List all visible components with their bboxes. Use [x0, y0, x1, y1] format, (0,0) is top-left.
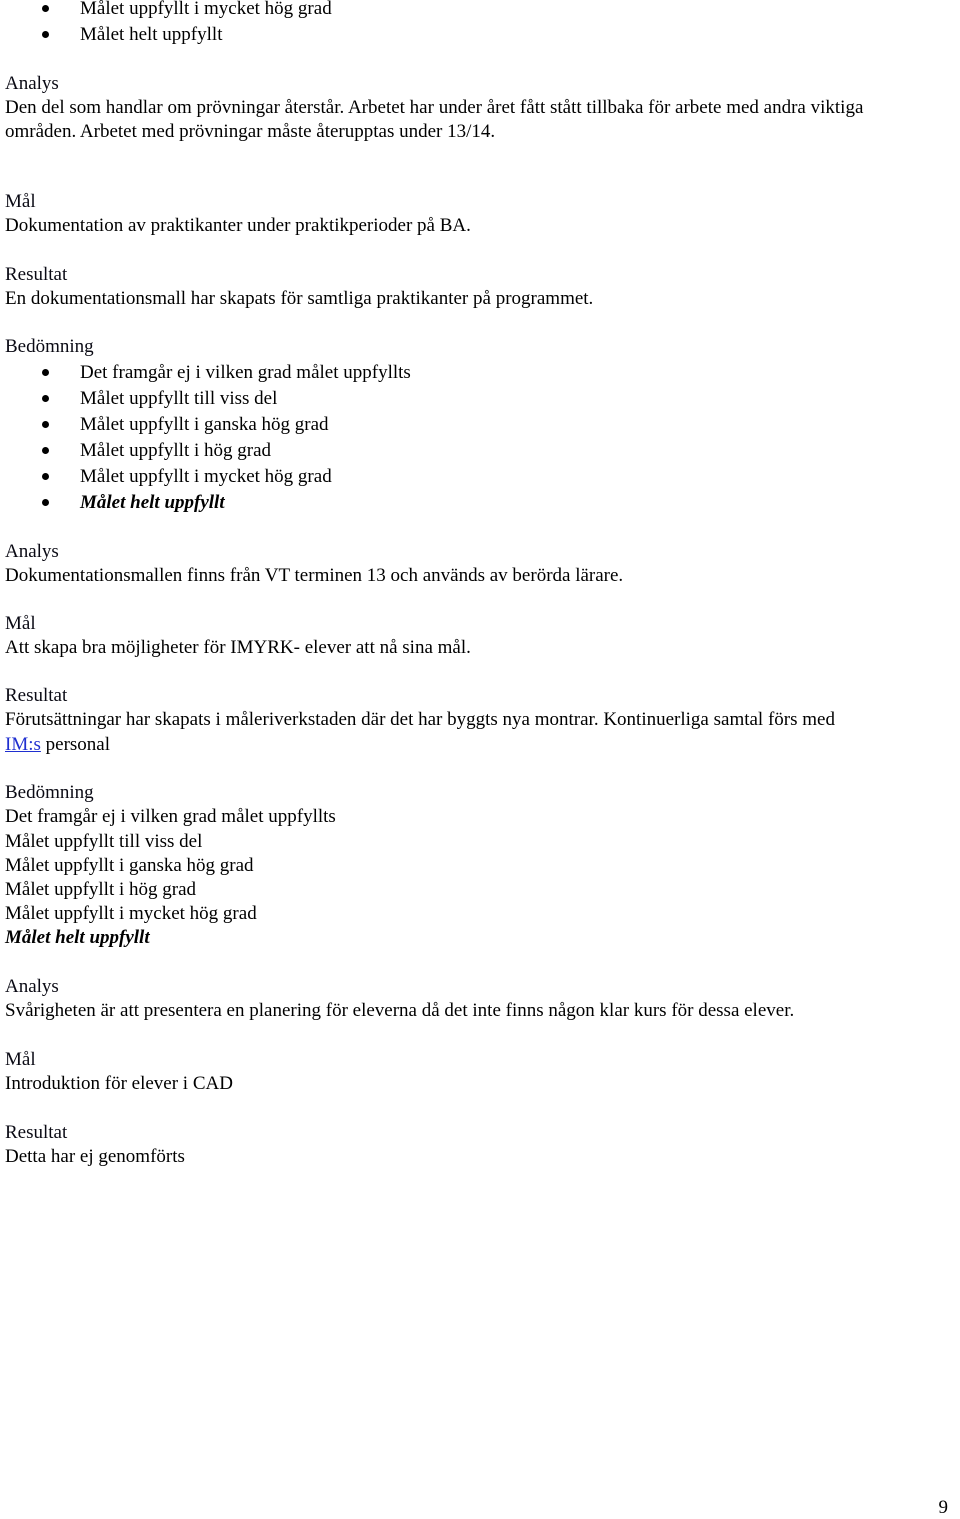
resultat-text: En dokumentationsmall har skapats för samtliga praktikanter på programmet. [5, 288, 594, 309]
mal-text: Att skapa bra möjligheter för IMYRK- elever att nå sina mål. [5, 637, 471, 658]
rating-option: Målet uppfyllt i mycket hög grad [5, 903, 257, 924]
rating-option: Målet uppfyllt i mycket hög grad [80, 0, 332, 19]
analys-text: områden. Arbetet med prövningar måste återupptas under 13/14. [5, 121, 496, 142]
mal-heading: Mål [5, 613, 36, 634]
resultat-heading: Resultat [5, 264, 68, 285]
mal-text: Dokumentation av praktikanter under praktikperioder på BA. [5, 215, 471, 236]
resultat-text: Detta har ej genomförts [5, 1146, 185, 1167]
bullet-icon [42, 447, 49, 454]
im-link[interactable]: IM:s [5, 734, 41, 755]
resultat-text: Förutsättningar har skapats i måleriverkstaden där det har byggts nya montrar. Kontinuerliga samtal förs med [5, 709, 835, 730]
rating-option: Målet uppfyllt till viss del [80, 388, 278, 409]
rating-option: Målet uppfyllt i hög grad [5, 879, 197, 900]
analys-text: Den del som handlar om prövningar återstår. Arbetet har under året fått stått tillbaka för arbete med andra viktiga [5, 97, 864, 118]
bullet-icon [42, 31, 49, 38]
mal-heading: Mål [5, 191, 36, 212]
bullet-icon [42, 473, 49, 480]
mal-heading: Mål [5, 1049, 36, 1070]
rating-option: Målet helt uppfyllt [80, 24, 223, 45]
analys-heading: Analys [5, 541, 59, 562]
rating-option: Det framgår ej i vilken grad målet uppfyllts [5, 806, 336, 827]
rating-option: Målet uppfyllt i ganska hög grad [5, 855, 254, 876]
mal-text: Introduktion för elever i CAD [5, 1073, 233, 1094]
bullet-icon [42, 421, 49, 428]
resultat-heading: Resultat [5, 1122, 68, 1143]
page-number: 9 [938, 1497, 948, 1518]
bedomning-heading: Bedömning [5, 336, 94, 357]
bullet-icon [42, 369, 49, 376]
rating-option-selected: Målet helt uppfyllt [5, 927, 150, 948]
rating-option: Målet uppfyllt i mycket hög grad [80, 466, 332, 487]
analys-heading: Analys [5, 73, 59, 94]
resultat-heading: Resultat [5, 685, 68, 706]
analys-text: Svårigheten är att presentera en planering för eleverna då det inte finns någon klar kurs för dessa elever. [5, 1000, 795, 1021]
analys-heading: Analys [5, 976, 59, 997]
bedomning-heading: Bedömning [5, 782, 94, 803]
resultat-text [5, 733, 110, 757]
resultat-text-tail: personal [40, 734, 111, 755]
bullet-icon [42, 5, 49, 12]
rating-option-selected: Målet helt uppfyllt [80, 492, 225, 513]
rating-option: Det framgår ej i vilken grad målet uppfyllts [80, 362, 411, 383]
bullet-icon [42, 395, 49, 402]
bullet-icon [42, 499, 49, 506]
analys-text: Dokumentationsmallen finns från VT terminen 13 och används av berörda lärare. [5, 565, 624, 586]
rating-option: Målet uppfyllt till viss del [5, 831, 203, 852]
rating-option: Målet uppfyllt i ganska hög grad [80, 414, 329, 435]
rating-option: Målet uppfyllt i hög grad [80, 440, 272, 461]
